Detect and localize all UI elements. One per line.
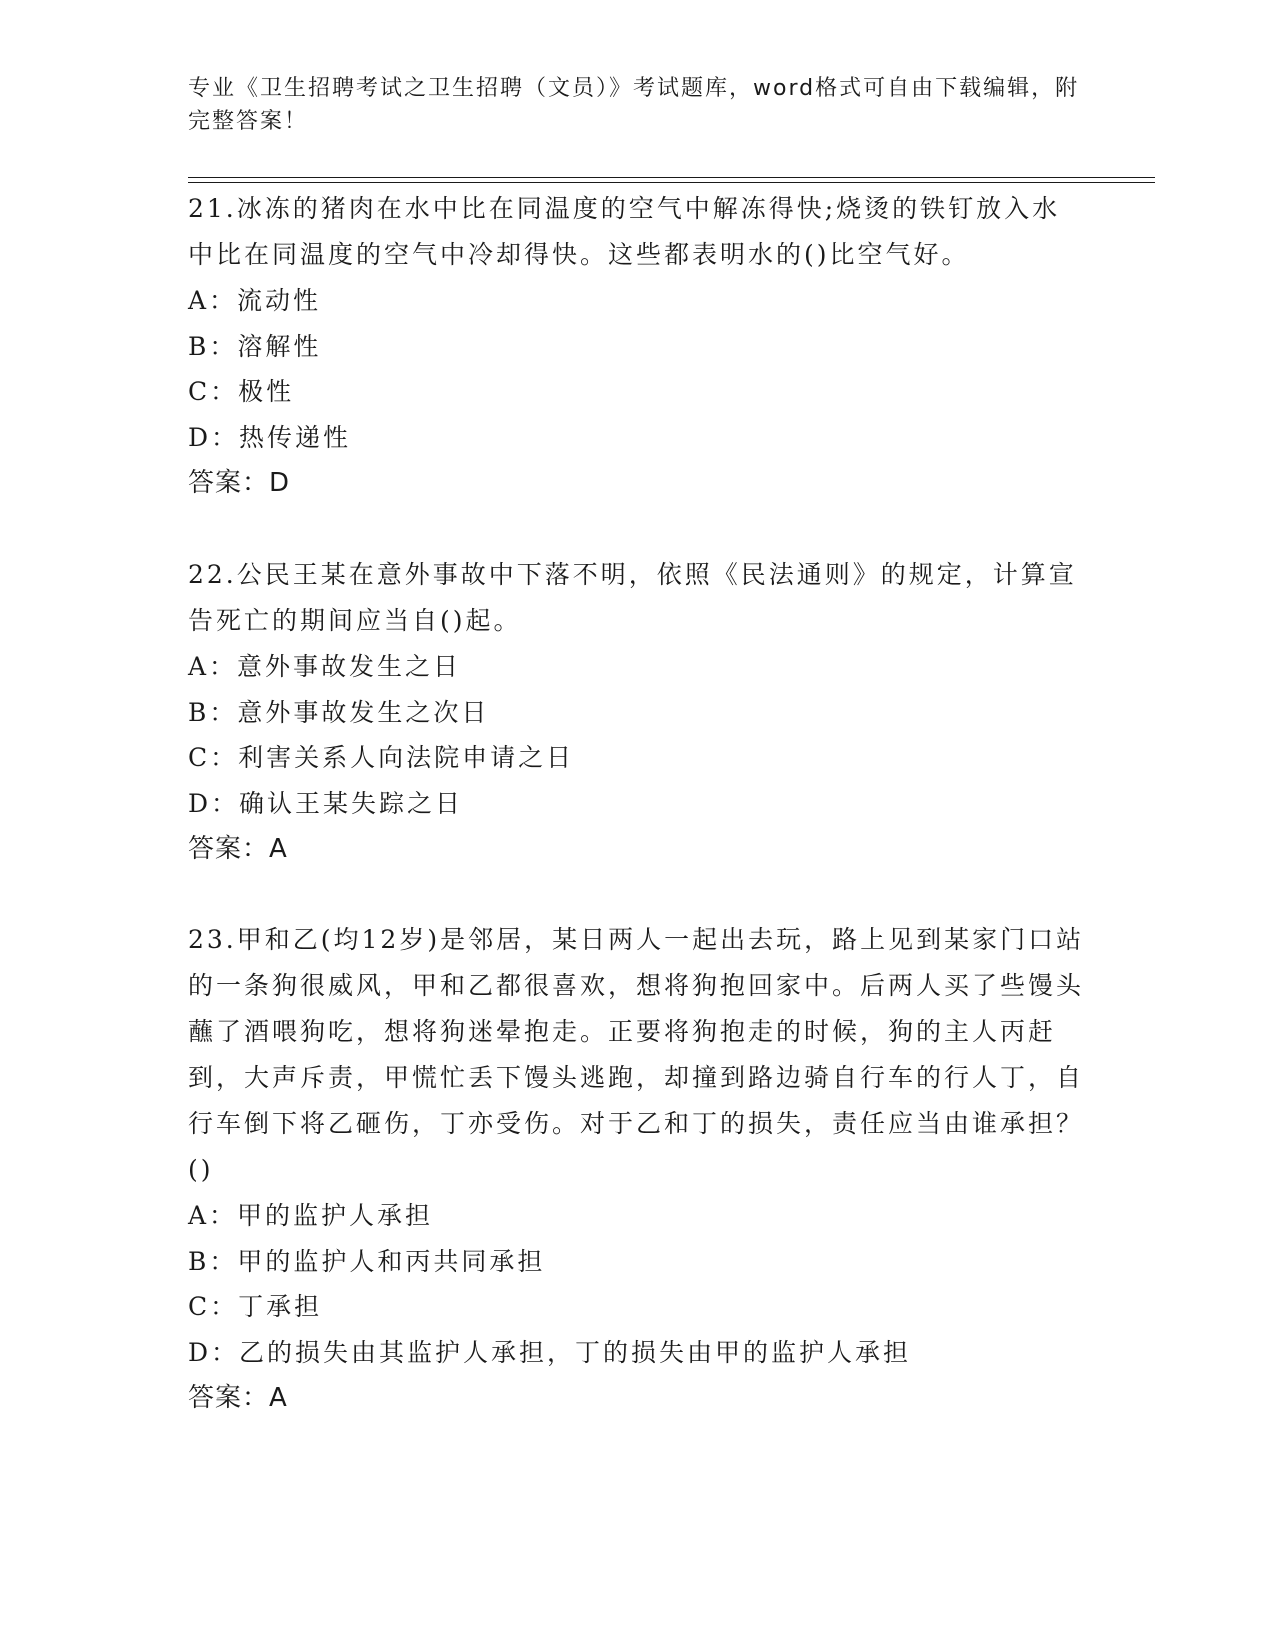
option-a: A：意外事故发生之日 [188,652,462,681]
document-header: 专业《卫生招聘考试之卫生招聘（文员）》考试题库，word格式可自由下载编辑，附完整答案！ [188,76,1080,134]
header-divider-top [188,177,1155,178]
question-stem: 21.冰冻的猪肉在水中比在同温度的空气中解冻得快;烧烫的铁钉放入水中比在同温度的空气中冷却得快。这些都表明水的()比空气好。 [188,194,1061,269]
question-21 [188,186,1088,506]
option-c: C：丁承担 [188,1292,323,1321]
answer: 答案：A [188,834,288,864]
option-b: B：甲的监护人和丙共同承担 [188,1246,546,1276]
question-23 [188,917,1088,1421]
question-stem: 23.甲和乙(均12岁)是邻居，某日两人一起出去玩，路上见到某家门口站的一条狗很威风，甲和乙都很喜欢，想将狗抱回家中。后两人买了些馒头蘸了酒喂狗吃，想将狗迷晕抱走。正要将狗抱走的时候，狗的主人丙赶到，大声斥责，甲慌忙丢下馒头逃跑，却撞到路边骑自行车的行人丁，自行车倒下将乙砸伤，丁亦受伤。对于乙和丁的损失，责任应当由谁承担？() [188,925,1085,1184]
answer: 答案：D [188,468,291,498]
option-a: A：甲的监护人承担 [188,1201,434,1230]
option-d: D：热传递性 [188,422,352,452]
question-stem: 22.公民王某在意外事故中下落不明，依照《民法通则》的规定，计算宣告死亡的期间应当自()起。 [188,560,1077,635]
question-22 [188,552,1088,872]
option-c: C：极性 [188,377,295,406]
header-divider-bottom [188,182,1155,183]
answer: 答案：A [188,1383,288,1413]
option-d: D：乙的损失由其监护人承担，丁的损失由甲的监护人承担 [188,1337,912,1367]
option-c: C：利害关系人向法院申请之日 [188,743,575,772]
option-a: A：流动性 [188,286,322,315]
option-b: B：意外事故发生之次日 [188,697,490,727]
option-d: D：确认王某失踪之日 [188,788,464,818]
option-b: B：溶解性 [188,331,322,361]
